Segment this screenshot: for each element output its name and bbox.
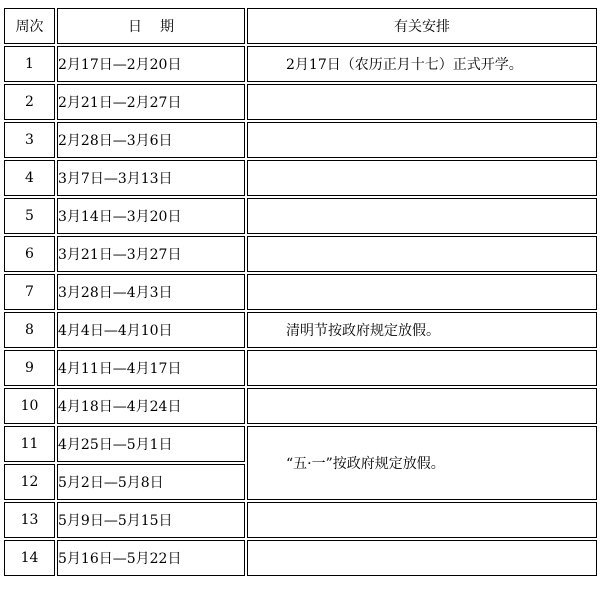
table-row bbox=[4, 236, 597, 272]
week-cell: 4 bbox=[4, 160, 55, 196]
date-cell: 3月7日—3月13日 bbox=[57, 160, 245, 196]
date-cell: 2月21日—2月27日 bbox=[57, 84, 245, 120]
week-cell: 10 bbox=[4, 388, 55, 424]
note-cell bbox=[247, 160, 597, 196]
week-cell: 1 bbox=[4, 46, 55, 82]
table-row bbox=[4, 540, 597, 576]
week-cell: 7 bbox=[4, 274, 55, 310]
table-row bbox=[4, 160, 597, 196]
note-cell bbox=[247, 84, 597, 120]
date-cell: 2月28日—3月6日 bbox=[57, 122, 245, 158]
note-cell bbox=[247, 388, 597, 424]
week-cell: 11 bbox=[4, 426, 55, 462]
note-cell bbox=[247, 274, 597, 310]
header-row bbox=[4, 8, 597, 44]
note-cell bbox=[247, 350, 597, 386]
date-cell: 4月25日—5月1日 bbox=[57, 426, 245, 462]
week-cell: 13 bbox=[4, 502, 55, 538]
date-cell: 3月21日—3月27日 bbox=[57, 236, 245, 272]
note-cell: 清明节按政府规定放假。 bbox=[247, 312, 597, 348]
note-cell bbox=[247, 198, 597, 234]
note-header: 有关安排 bbox=[247, 8, 597, 44]
date-header: 日期 bbox=[57, 8, 245, 44]
week-cell: 6 bbox=[4, 236, 55, 272]
week-cell: 8 bbox=[4, 312, 55, 348]
week-cell: 9 bbox=[4, 350, 55, 386]
table-row bbox=[4, 274, 597, 310]
note-cell: “五·一”按政府规定放假。 bbox=[247, 426, 597, 500]
note-cell bbox=[247, 122, 597, 158]
table-row bbox=[4, 122, 597, 158]
table-row bbox=[4, 84, 597, 120]
date-cell: 5月16日—5月22日 bbox=[57, 540, 245, 576]
week-cell: 5 bbox=[4, 198, 55, 234]
date-cell: 4月4日—4月10日 bbox=[57, 312, 245, 348]
date-cell: 3月14日—3月20日 bbox=[57, 198, 245, 234]
table-row bbox=[4, 198, 597, 234]
schedule-table bbox=[2, 6, 599, 578]
note-cell: 2月17日（农历正月十七）正式开学。 bbox=[247, 46, 597, 82]
date-cell: 2月17日—2月20日 bbox=[57, 46, 245, 82]
date-cell: 4月11日—4月17日 bbox=[57, 350, 245, 386]
table-row bbox=[4, 350, 597, 386]
week-cell: 2 bbox=[4, 84, 55, 120]
date-cell: 5月2日—5月8日 bbox=[57, 464, 245, 500]
table-row bbox=[4, 502, 597, 538]
date-cell: 3月28日—4月3日 bbox=[57, 274, 245, 310]
table-row bbox=[4, 388, 597, 424]
week-cell: 12 bbox=[4, 464, 55, 500]
table-row bbox=[4, 46, 597, 82]
note-cell bbox=[247, 502, 597, 538]
table-row bbox=[4, 426, 597, 462]
week-header: 周次 bbox=[4, 8, 55, 44]
note-cell bbox=[247, 540, 597, 576]
table-row bbox=[4, 312, 597, 348]
week-cell: 14 bbox=[4, 540, 55, 576]
date-cell: 5月9日—5月15日 bbox=[57, 502, 245, 538]
date-cell: 4月18日—4月24日 bbox=[57, 388, 245, 424]
note-cell bbox=[247, 236, 597, 272]
week-cell: 3 bbox=[4, 122, 55, 158]
